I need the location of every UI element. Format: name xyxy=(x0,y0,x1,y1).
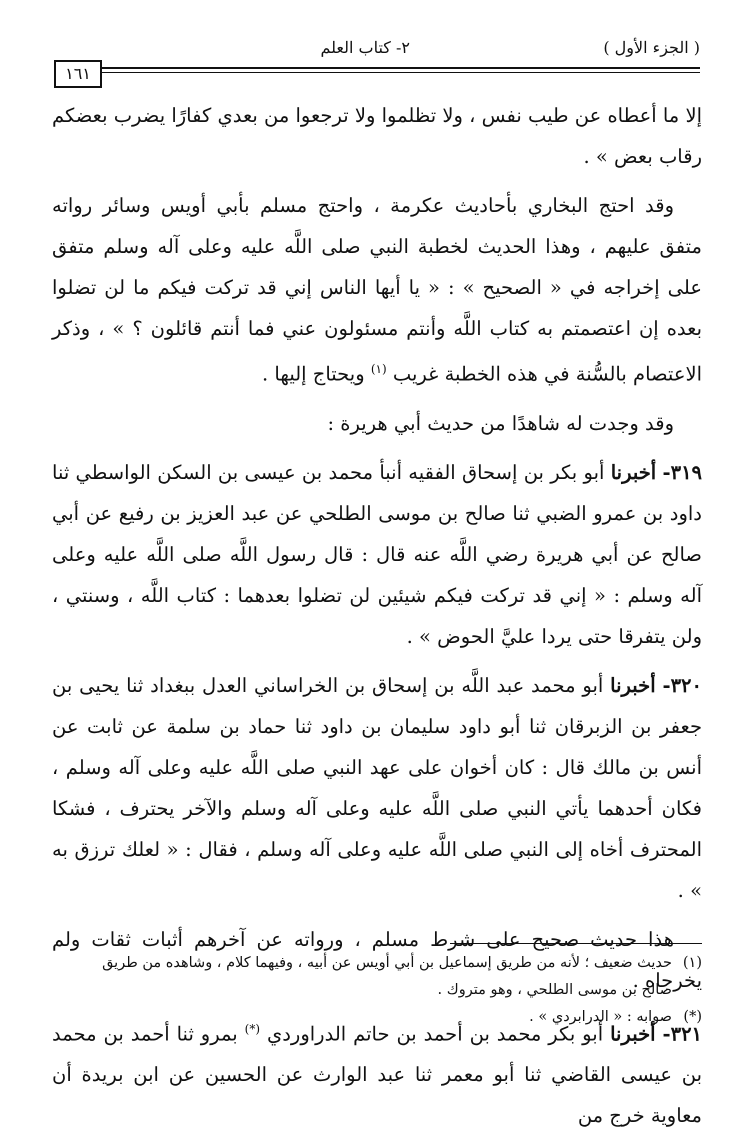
hadith-321: ٣٢١- أخبرنا أبو بكر محمد بن أحمد بن حاتم الدراوردي (*) بمرو ثنا أحمد بن محمد بن عيسى القاضي ثنا أبو معمر ثنا عبد الوارث عن الحسين عن ابن بريدة أن معاوية خرج من xyxy=(52,1021,703,1127)
hadith-akhbarana: أخبرنا xyxy=(610,460,657,484)
footnote-1: (١)حديث ضعيف ؛ لأنه من طريق إسماعيل بن أبي أويس عن أبيه ، وفيهما كلام ، وشاهده من طريق xyxy=(102,955,702,971)
footnote-ref-1: (١) xyxy=(370,362,387,376)
chapter-title: ٢- كتاب العلم xyxy=(320,38,410,57)
header-rule-thin xyxy=(100,72,700,73)
paragraph-commentary: وقد احتج البخاري بأحاديث عكرمة ، واحتج مسلم بأبي أويس وسائر رواته متفق عليهم ، وهذا الحديث لخطبة النبي صلى اللَّه عليه وعلى آله وسلم متفق على إخراجه في « الصحيح » : « يا أيها الناس إني قد تركت فيكم ما لن تضلوا بعده إن اعتصمتم به كتاب اللَّه وأنتم مسئولون عني فما أنتم قائلون ؟ » ، وذكر الاعتصام بالسُّنة في هذه الخطبة غريب $^{(١)}$ ويحتاج إليها . xyxy=(52,194,702,386)
header-rule xyxy=(100,67,700,69)
footnote-1-continuation: صالح بن موسى الطلحي ، وهو متروك . xyxy=(437,982,672,998)
hadith-akhbarana: أخبرنا xyxy=(610,1022,656,1045)
paragraph-witness: وقد وجدت له شاهدًا من حديث أبي هريرة : xyxy=(327,411,674,435)
hadith-320: ٣٢٠- أخبرنا أبو محمد عبد اللَّه بن إسحاق بن الخراساني العدل ببغداد ثنا يحيى بن جعفر بن الزبرقان ثنا أبو داود سليمان بن داود ثنا حماد بن سلمة عن ثابت عن أنس بن مالك قال : كان أخوان على عهد النبي صلى اللَّه عليه وعلى آله وسلم ، فكان أحدهما يأتي النبي صلى اللَّه عليه وعلى آله وسلم والآخر يحترف ، فشكا المحترف أخاه إلى النبي صلى اللَّه عليه وعلى آله وسلم ، فقال : « لعلك ترزق به » . xyxy=(52,673,702,902)
footnote-ref-star: (*) xyxy=(244,1021,261,1036)
hadith-number: ٣١٩- xyxy=(662,460,703,484)
footnote-star: (*)صوابه : « الدرابردي » . xyxy=(529,1009,702,1025)
page-number: ١٦١ xyxy=(54,60,102,88)
paragraph-grading: هذا حديث صحيح على شرط مسلم ، ورواته عن آخرهم أثبات ثقات ولم يخرجاه . xyxy=(52,927,702,992)
paragraph-continuation: إلا ما أعطاه عن طيب نفس ، ولا تظلموا ولا ترجعوا من بعدي كفارًا يضرب بعضكم رقاب بعض » . xyxy=(52,104,702,168)
hadith-319: ٣١٩- أخبرنا أبو بكر بن إسحاق الفقيه أنبأ محمد بن عيسى بن السكن الواسطي ثنا داود بن عمرو الضبي ثنا صالح بن موسى الطلحي عن عبد العزيز بن رفيع عن أبي صالح عن أبي هريرة رضي اللَّه عنه قال : قال رسول اللَّه صلى اللَّه عليه وعلى آله وسلم : « إني قد تركت فيكم شيئين لن تضلوا بعدهما : كتاب اللَّه ، وسنتي ، ولن يتفرقا حتى يردا عليَّ الحوض » . xyxy=(52,460,703,648)
footnotes xyxy=(52,950,702,1031)
volume-title: ( الجزء الأول ) xyxy=(603,38,700,57)
hadith-akhbarana: أخبرنا xyxy=(610,673,656,697)
footnote-rule xyxy=(450,943,702,944)
running-header xyxy=(62,38,700,66)
hadith-number: ٣٢٠- xyxy=(662,673,702,697)
hadith-number: ٣٢١- xyxy=(662,1022,703,1045)
